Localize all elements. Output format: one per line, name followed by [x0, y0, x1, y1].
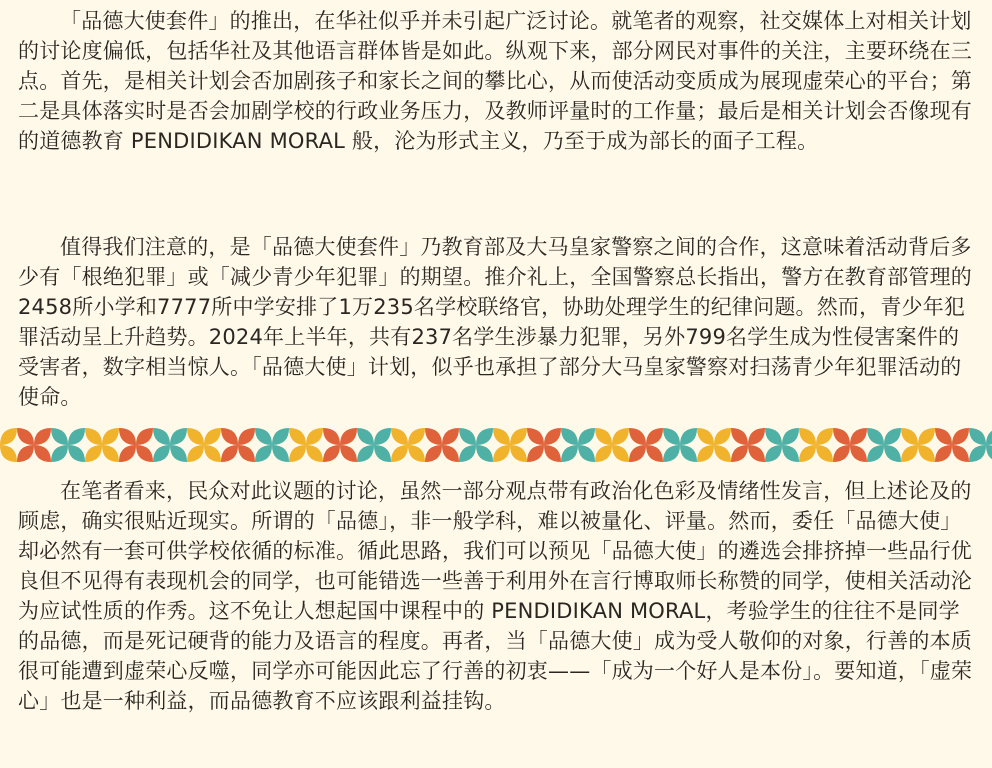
pattern-petal [697, 428, 714, 445]
pattern-petal [884, 428, 901, 445]
pattern-petal [272, 428, 289, 445]
pattern-petal [442, 428, 459, 445]
pattern-petal [918, 445, 935, 462]
pattern-petal [969, 428, 986, 445]
pattern-petal [204, 428, 221, 445]
pattern-petal [544, 428, 561, 445]
pattern-petal [986, 428, 992, 445]
paragraph-2: 值得我们注意的，是「品德大使套件」乃教育部及大马皇家警察之间的合作，这意味着活动背后多少有「根绝犯罪」或「减少青少年犯罪」的期望。推介礼上，全国警察总长指出，警方在教育部管理的2458所小学和7777所中学安排了1万235名学校联络官，协助处理学生的纪律问题。然而，青少年犯罪活动呈上升趋势。2024年上半年，共有237名学生涉暴力犯罪，另外799名学生成为性侵害案件的受害者，数字相当惊人。「品德大使」计划，似乎也承担了部分大马皇家警察对扫荡青少年犯罪活动的使命。 [18, 235, 972, 409]
pattern-petal [510, 445, 527, 462]
pattern-petal [748, 428, 765, 445]
pattern-petal [799, 428, 816, 445]
pattern-petal [799, 445, 816, 462]
pattern-petal [51, 428, 68, 445]
pattern-petal [850, 428, 867, 445]
pattern-petal [119, 428, 136, 445]
pattern-petal [867, 428, 884, 445]
pattern-petal [459, 428, 476, 445]
pattern-petal [255, 428, 272, 445]
pattern-petal [408, 428, 425, 445]
pattern-petal [221, 428, 238, 445]
pattern-petal [663, 445, 680, 462]
pattern-petal [595, 445, 612, 462]
pattern-petal [731, 428, 748, 445]
pattern-petal [85, 428, 102, 445]
pattern-petal [17, 428, 34, 445]
pattern-petal [867, 445, 884, 462]
pattern-petal [646, 445, 663, 462]
pattern-petal [901, 445, 918, 462]
pattern-petal [136, 428, 153, 445]
pattern-petal [731, 445, 748, 462]
pattern-petal [510, 428, 527, 445]
pattern-petal [391, 428, 408, 445]
pattern-petal [493, 428, 510, 445]
pattern-petal [187, 445, 204, 462]
pattern-petal [357, 428, 374, 445]
pattern-petal [884, 445, 901, 462]
pattern-petal [323, 428, 340, 445]
pattern-petal [357, 445, 374, 462]
pattern-petal [17, 445, 34, 462]
pattern-petal [935, 428, 952, 445]
pattern-petal [969, 445, 986, 462]
pattern-petal [714, 445, 731, 462]
pattern-petal [68, 428, 85, 445]
pattern-petal [136, 445, 153, 462]
pattern-petal [765, 428, 782, 445]
pattern-petal [901, 428, 918, 445]
pattern-petal [918, 428, 935, 445]
pattern-petal [289, 428, 306, 445]
pattern-petal [782, 445, 799, 462]
pattern-petal [578, 445, 595, 462]
pattern-petal [748, 445, 765, 462]
pattern-petal [850, 445, 867, 462]
pattern-petal [561, 428, 578, 445]
pattern-petal [306, 428, 323, 445]
pattern-petal [102, 445, 119, 462]
pattern-petal [153, 445, 170, 462]
pattern-petal [323, 445, 340, 462]
pattern-petal [986, 445, 992, 462]
pattern-petal [833, 445, 850, 462]
pattern-petal [153, 428, 170, 445]
pattern-petal [408, 445, 425, 462]
pattern-petal [170, 428, 187, 445]
pattern-petal [952, 428, 969, 445]
pattern-petal [714, 428, 731, 445]
pattern-petal [306, 445, 323, 462]
pattern-petal [680, 428, 697, 445]
pattern-petal [238, 428, 255, 445]
paragraph-1: 「品德大使套件」的推出，在华社似乎并未引起广泛讨论。就笔者的观察，社交媒体上对相关计划的讨论度偏低，包括华社及其他语言群体皆是如此。纵观下来，部分网民对事件的关注，主要环绕在三点。首先，是相关计划会否加剧孩子和家长之间的攀比心，从而使活动变质成为展现虚荣心的平台；第二是具体落实时是否会加剧学校的行政业务压力，及教师评量时的工作量；最后是相关计划会否像现有的道德教育 PENDIDIKAN MORAL 般，沦为形式主义，乃至于成为部长的面子工程。 [18, 9, 972, 153]
pattern-petal [425, 445, 442, 462]
pattern-petal [34, 428, 51, 445]
pattern-petal [680, 445, 697, 462]
pattern-petal [391, 445, 408, 462]
pattern-petal [34, 445, 51, 462]
pattern-petal [68, 445, 85, 462]
pattern-petal [0, 428, 17, 445]
pattern-petal [374, 445, 391, 462]
pattern-petal [952, 445, 969, 462]
pattern-petal [527, 428, 544, 445]
pattern-petal [816, 428, 833, 445]
pattern-petal [289, 445, 306, 462]
pattern-petal [629, 428, 646, 445]
pattern-petal [442, 445, 459, 462]
pattern-petal [935, 445, 952, 462]
pattern-petal [646, 428, 663, 445]
pattern-petal [170, 445, 187, 462]
pattern-petal [102, 428, 119, 445]
pattern-petal [595, 428, 612, 445]
pattern-petal [493, 445, 510, 462]
pattern-petal [204, 445, 221, 462]
pattern-petal [833, 428, 850, 445]
pattern-petal [255, 445, 272, 462]
pattern-petal [697, 445, 714, 462]
pattern-petal [459, 445, 476, 462]
pattern-petal [544, 445, 561, 462]
pattern-petal [612, 445, 629, 462]
pattern-petal [374, 428, 391, 445]
pattern-petal [612, 428, 629, 445]
pattern-petal [0, 445, 17, 462]
paragraph-3: 在笔者看来，民众对此议题的讨论，虽然一部分观点带有政治化色彩及情绪性发言，但上述论及的顾虑，确实很贴近现实。所谓的「品德」，非一般学科，难以被量化、评量。然而，委任「品德大使」却必然有一套可供学校依循的标准。循此思路，我们可以预见「品德大使」的遴选会排挤掉一些品行优良但不见得有表现机会的同学，也可能错选一些善于利用外在言行博取师长称赞的同学，使相关活动沦为应试性质的作秀。这不免让人想起国中课程中的 PENDIDIKAN MORAL，考验学生的往往不是同学的品德，而是死记硬背的能力及语言的程度。再者，当「品德大使」成为受人敬仰的对象，行善的本质很可能遭到虚荣心反噬，同学亦可能因此忘了行善的初衷——「成为一个好人是本份」。要知道，「虚荣心」也是一种利益，而品德教育不应该跟利益挂钩。 [18, 479, 973, 713]
pattern-petal [425, 428, 442, 445]
pattern-petal [238, 445, 255, 462]
pattern-petal [340, 428, 357, 445]
pattern-petal [476, 445, 493, 462]
pattern-petal [476, 428, 493, 445]
pattern-petal [629, 445, 646, 462]
pattern-petal [85, 445, 102, 462]
pattern-petal [340, 445, 357, 462]
pattern-petal [561, 445, 578, 462]
pattern-petal [816, 445, 833, 462]
pattern-petal [272, 445, 289, 462]
pattern-petal [221, 445, 238, 462]
decorative-pattern-divider [0, 428, 992, 462]
pattern-petal [119, 445, 136, 462]
pattern-petal [51, 445, 68, 462]
pattern-petal [765, 445, 782, 462]
pattern-petal [782, 428, 799, 445]
pattern-petal [578, 428, 595, 445]
pattern-petal [187, 428, 204, 445]
pattern-petal [663, 428, 680, 445]
pattern-petal [527, 445, 544, 462]
